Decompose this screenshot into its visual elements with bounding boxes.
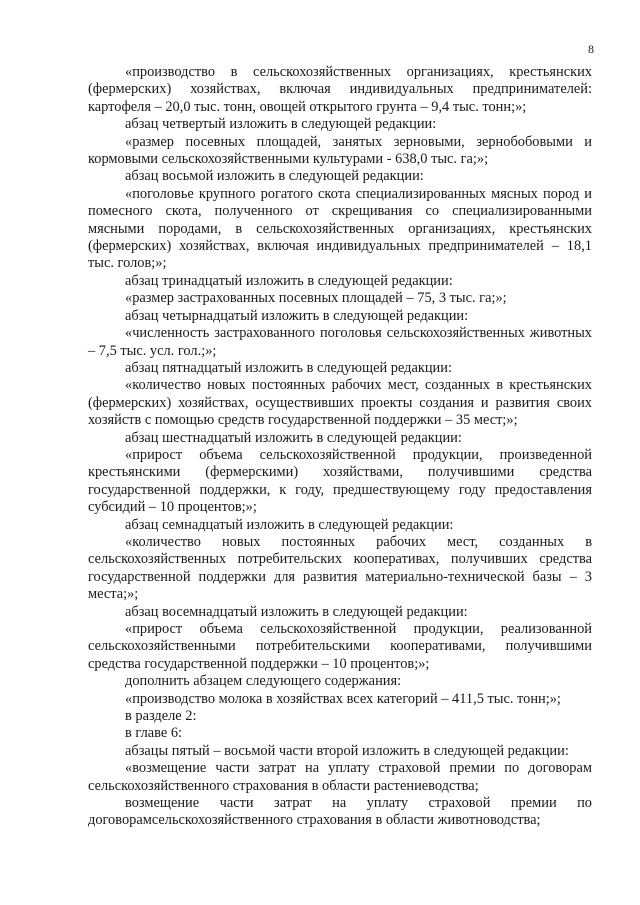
paragraph: возмещение части затрат на уплату страховой премии по договорамсельскохозяйственного страхования в области животноводства; xyxy=(88,795,592,829)
paragraph: абзац четырнадцатый изложить в следующей редакции: xyxy=(125,307,469,324)
paragraph: абзац семнадцатый изложить в следующей редакции: xyxy=(125,516,454,533)
paragraph: «производство молока в хозяйствах всех категорий – 411,5 тыс. тонн;»; xyxy=(125,690,561,707)
paragraph: «численность застрахованного поголовья сельскохозяйственных животных – 7,5 тыс. усл. гол.;»; xyxy=(88,325,592,359)
paragraph: «поголовье крупного рогатого скота специализированных мясных пород и помесного скота, полученного от скрещивания со специализированными мясными породами, в сельскохозяйственных организациях, крестьянских (фермерских) хозяйствах, включая индивидуальных предпринимателей – 18,1 тыс. голов;»; xyxy=(88,185,592,272)
paragraph: «прирост объема сельскохозяйственной продукции, произведенной крестьянскими (фермерскими) хозяйствами, получившими средства государственной поддержки, к году, предшествующему году предоставления субсидий – 10 процентов;»; xyxy=(88,446,592,516)
paragraph: дополнить абзацем следующего содержания: xyxy=(125,673,402,690)
paragraph: абзацы пятый – восьмой части второй изложить в следующей редакции: xyxy=(125,742,569,759)
page-number: 8 xyxy=(588,42,594,56)
paragraph: «производство в сельскохозяйственных организациях, крестьянских (фермерских) хозяйствах, включая индивидуальных предпринимателей: картофеля – 20,0 тыс. тонн, овощей открытого грунта – 9,4 тыс. тонн;»; xyxy=(88,64,592,115)
paragraph: «размер застрахованных посевных площадей – 75, 3 тыс. га;»; xyxy=(125,290,507,307)
paragraph: абзац четвертый изложить в следующей редакции: xyxy=(125,116,437,133)
paragraph: в разделе 2: xyxy=(125,708,197,725)
document-body xyxy=(88,64,592,830)
paragraph: в главе 6: xyxy=(125,725,183,742)
paragraph: абзац восьмой изложить в следующей редакции: xyxy=(125,168,424,185)
paragraph: «размер посевных площадей, занятых зерновыми, зернобобовыми и кормовыми сельскохозяйственными культурами - 638,0 тыс. га;»; xyxy=(88,133,592,168)
paragraph: «количество новых постоянных рабочих мест, созданных в крестьянских (фермерских) хозяйствах, осуществивших проекты создания и развития своих хозяйств с помощью средств государственной поддержки – 35 мест;»; xyxy=(88,377,592,429)
paragraph: «количество новых постоянных рабочих мест, созданных в сельскохозяйственных потребительских кооперативах, получивших средства государственной поддержки для развития материально-технической базы – 3 места;»; xyxy=(88,533,592,603)
paragraph: «прирост объема сельскохозяйственной продукции, реализованной сельскохозяйственными потребительскими кооперативами, получившими средства государственной поддержки – 10 процентов;»; xyxy=(88,621,592,672)
paragraph: абзац восемнадцатый изложить в следующей редакции: xyxy=(125,603,468,620)
paragraph: абзац тринадцатый изложить в следующей редакции: xyxy=(125,272,453,289)
paragraph: абзац шестнадцатый изложить в следующей редакции: xyxy=(125,429,462,446)
paragraph: абзац пятнадцатый изложить в следующей редакции: xyxy=(125,359,452,376)
paragraph: «возмещение части затрат на уплату страховой премии по договорам сельскохозяйственного страхования в области растениеводства; xyxy=(88,760,592,794)
